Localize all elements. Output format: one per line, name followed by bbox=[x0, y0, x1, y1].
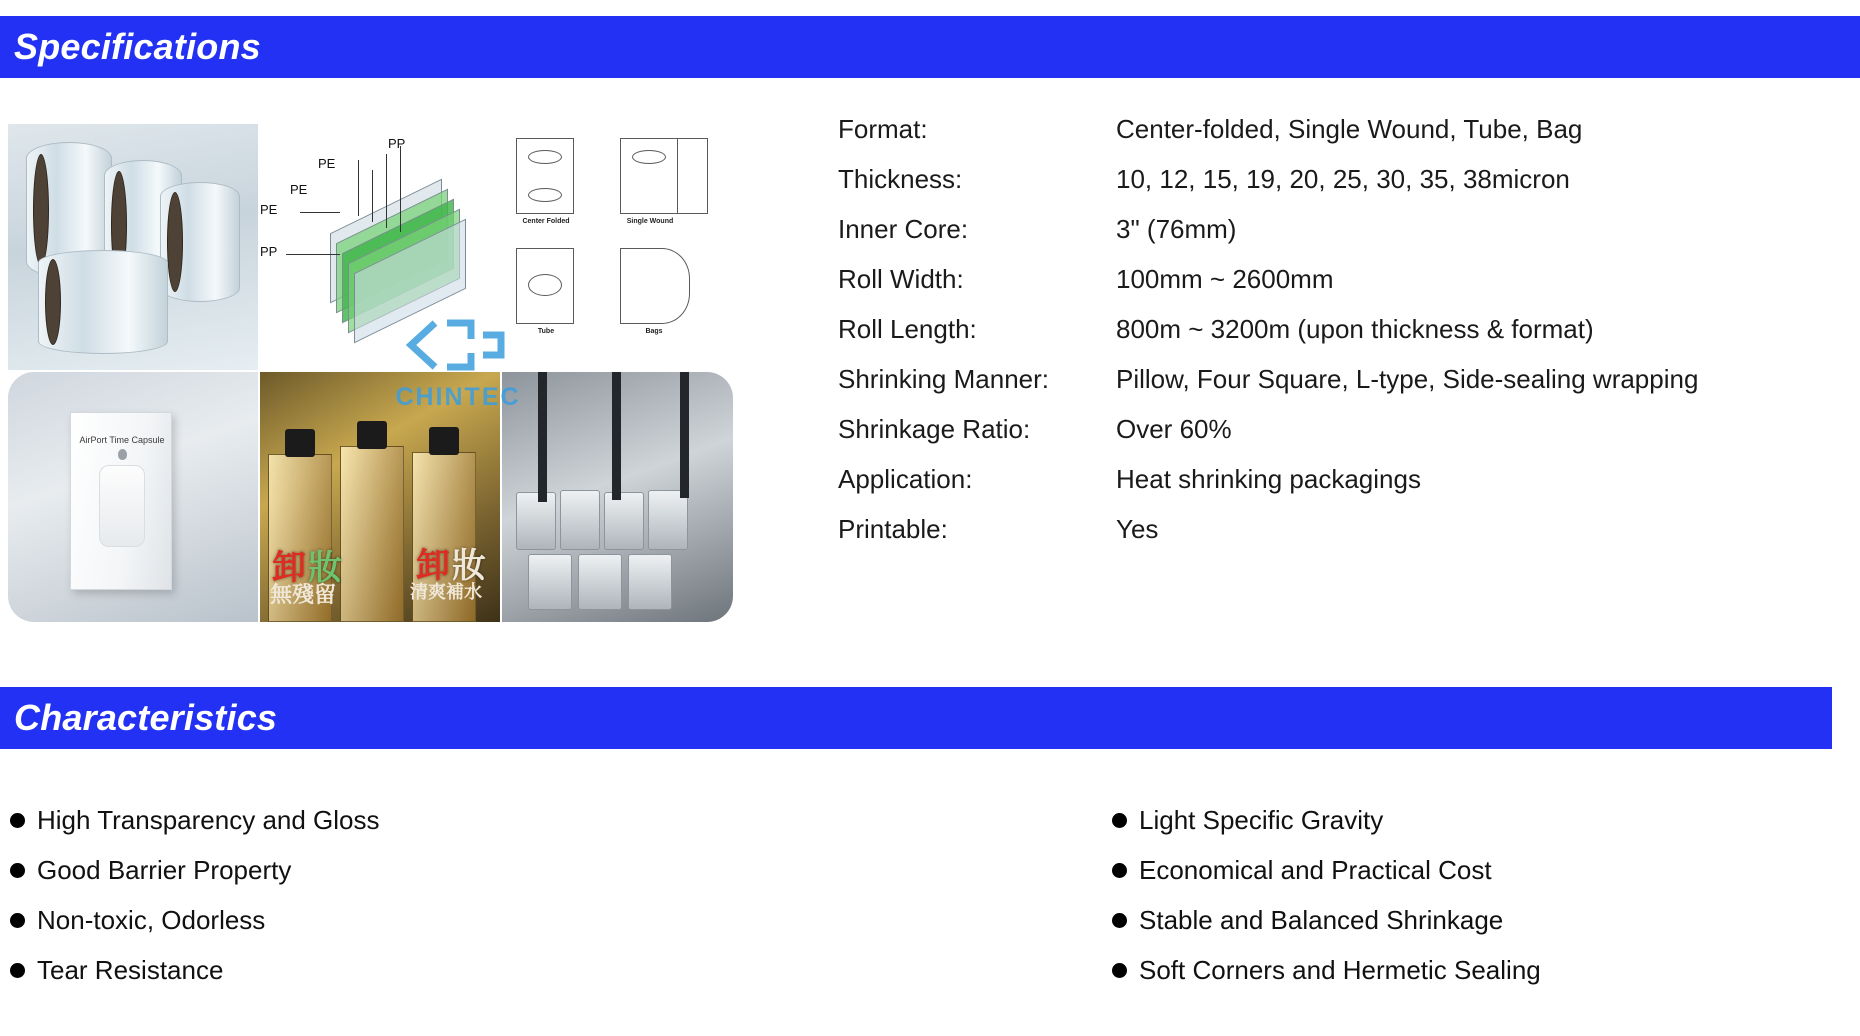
spec-label-application: Application: bbox=[838, 464, 973, 494]
diagram-label-pp-left: PP bbox=[260, 244, 278, 259]
specifications-section-body bbox=[0, 96, 1860, 656]
bottle-label-char-6: 清爽補水 bbox=[410, 582, 482, 602]
spec-label-printable: Printable: bbox=[838, 514, 948, 544]
bottle-label-char-3: 無殘留 bbox=[270, 582, 337, 607]
table-row bbox=[838, 264, 1798, 314]
table-row bbox=[838, 364, 1798, 414]
spec-value-shrinking-manner: Pillow, Four Square, L-type, Side-sealing wrapping bbox=[1116, 364, 1699, 394]
roll-end-shape bbox=[528, 188, 562, 202]
bottle-cap-shape bbox=[285, 429, 315, 457]
characteristics-section-header bbox=[0, 687, 1832, 749]
list-item bbox=[1112, 795, 1860, 845]
apple-logo-icon bbox=[118, 449, 127, 460]
leader-line bbox=[372, 170, 373, 222]
roll-end-shape bbox=[528, 150, 562, 164]
list-item bbox=[1112, 845, 1860, 895]
roll-end-shape bbox=[528, 274, 562, 296]
spec-value-roll-width: 100mm ~ 2600mm bbox=[1116, 264, 1334, 294]
single-wound-extension bbox=[678, 138, 708, 214]
film-roll-shape bbox=[160, 182, 240, 302]
characteristics-right-column bbox=[1112, 795, 1860, 995]
roll-core-shape bbox=[167, 192, 183, 291]
stock-roll-shape bbox=[528, 554, 572, 610]
list-item bbox=[1112, 945, 1860, 995]
roll-format-diagram bbox=[502, 124, 733, 370]
characteristic-label: Soft Corners and Hermetic Sealing bbox=[1139, 954, 1541, 985]
stock-roll-shape bbox=[578, 554, 622, 610]
spec-label-format: Format: bbox=[838, 114, 928, 144]
bottle-label-char-1: 卸 bbox=[272, 549, 306, 587]
characteristics-title: Characteristics bbox=[14, 697, 278, 738]
strap-shape bbox=[680, 372, 689, 498]
characteristics-section-body bbox=[0, 795, 1860, 1025]
list-item bbox=[10, 945, 910, 995]
bottle-label-char-4: 卸 bbox=[416, 547, 450, 585]
stock-roll-shape bbox=[648, 490, 688, 550]
film-roll-shape bbox=[38, 250, 168, 354]
list-item bbox=[10, 845, 910, 895]
product-box-shape bbox=[70, 412, 172, 590]
product-image-collage bbox=[8, 124, 733, 622]
spec-label-shrinkage-ratio: Shrinkage Ratio: bbox=[838, 414, 1031, 444]
film-rolls-photo bbox=[8, 124, 258, 370]
leader-line bbox=[386, 154, 387, 228]
characteristic-label: Economical and Practical Cost bbox=[1139, 854, 1492, 885]
spec-label-inner-core: Inner Core: bbox=[838, 214, 969, 244]
bullet-icon bbox=[1112, 963, 1127, 978]
leader-line bbox=[358, 160, 359, 216]
spec-label-shrinking-manner: Shrinking Manner: bbox=[838, 364, 1049, 394]
spec-value-printable: Yes bbox=[1116, 514, 1159, 544]
bullet-icon bbox=[10, 863, 25, 878]
spec-value-roll-length: 800m ~ 3200m (upon thickness & format) bbox=[1116, 314, 1594, 344]
list-item bbox=[10, 895, 910, 945]
diagram-label-pe-top: PE bbox=[318, 156, 336, 171]
characteristic-label: Non-toxic, Odorless bbox=[37, 904, 266, 935]
wrapped-bottles-photo bbox=[260, 372, 500, 622]
bottle-label-char-5: 妝 bbox=[452, 547, 486, 585]
table-row bbox=[838, 114, 1798, 164]
table-row bbox=[838, 514, 1798, 564]
specifications-table bbox=[838, 114, 1798, 564]
bottle-cap-shape bbox=[357, 421, 387, 449]
characteristic-label: Tear Resistance bbox=[37, 954, 224, 985]
leader-line bbox=[400, 146, 401, 232]
list-item bbox=[10, 795, 910, 845]
bottle-shape bbox=[340, 446, 404, 622]
list-item bbox=[1112, 895, 1860, 945]
spec-label-roll-length: Roll Length: bbox=[838, 314, 977, 344]
bottle-cap-shape bbox=[429, 427, 459, 455]
leader-line bbox=[300, 212, 340, 213]
label-bags: Bags bbox=[645, 328, 663, 335]
table-row bbox=[838, 314, 1798, 364]
diagram-label-pe-left: PE bbox=[260, 202, 278, 217]
bullet-icon bbox=[1112, 913, 1127, 928]
bullet-icon bbox=[1112, 863, 1127, 878]
stock-roll-shape bbox=[604, 492, 644, 550]
roll-core-shape bbox=[33, 154, 49, 267]
stock-roll-shape bbox=[560, 490, 600, 550]
product-box-caption: AirPort Time Capsule bbox=[79, 435, 165, 445]
packaged-product-photo bbox=[8, 372, 258, 622]
strap-shape bbox=[538, 372, 547, 502]
specifications-title: Specifications bbox=[14, 26, 261, 67]
spec-value-application: Heat shrinking packagings bbox=[1116, 464, 1421, 494]
spec-value-shrinkage-ratio: Over 60% bbox=[1116, 414, 1232, 444]
roll-end-shape bbox=[632, 150, 666, 164]
stock-roll-shape bbox=[628, 554, 672, 610]
film-layer-diagram bbox=[260, 124, 500, 370]
bullet-icon bbox=[10, 963, 25, 978]
watermark-text: CHINTEC bbox=[395, 383, 521, 411]
table-row bbox=[838, 214, 1798, 264]
roll-core-shape bbox=[45, 259, 61, 345]
diagram-label-pp-top: PP bbox=[388, 136, 406, 151]
spec-value-inner-core: 3" (76mm) bbox=[1116, 214, 1237, 244]
table-row bbox=[838, 164, 1798, 214]
characteristic-label: Good Barrier Property bbox=[37, 854, 292, 885]
characteristic-label: Light Specific Gravity bbox=[1139, 804, 1384, 835]
bullet-icon bbox=[1112, 813, 1127, 828]
spec-label-roll-width: Roll Width: bbox=[838, 264, 964, 294]
label-tube: Tube bbox=[537, 328, 555, 335]
spec-label-thickness: Thickness: bbox=[838, 164, 963, 194]
characteristics-left-column bbox=[10, 795, 910, 995]
product-shape bbox=[99, 465, 145, 547]
characteristic-label: High Transparency and Gloss bbox=[37, 804, 380, 835]
specifications-section-header bbox=[0, 16, 1860, 78]
table-row bbox=[838, 414, 1798, 464]
label-center-folded: Center Folded bbox=[522, 218, 570, 225]
strap-shape bbox=[612, 372, 621, 500]
label-single-wound: Single Wound bbox=[626, 218, 674, 225]
warehouse-stock-photo bbox=[502, 372, 733, 622]
bags-shape bbox=[620, 248, 690, 324]
leader-line bbox=[286, 254, 340, 255]
table-row bbox=[838, 464, 1798, 514]
stock-roll-shape bbox=[516, 492, 556, 550]
bullet-icon bbox=[10, 913, 25, 928]
spec-value-thickness: 10, 12, 15, 19, 20, 25, 30, 35, 38micron bbox=[1116, 164, 1570, 194]
characteristic-label: Stable and Balanced Shrinkage bbox=[1139, 904, 1504, 935]
bottle-label-char-2: 妝 bbox=[308, 549, 342, 587]
diagram-label-pe-mid: PE bbox=[290, 182, 308, 197]
bullet-icon bbox=[10, 813, 25, 828]
spec-value-format: Center-folded, Single Wound, Tube, Bag bbox=[1116, 114, 1583, 144]
